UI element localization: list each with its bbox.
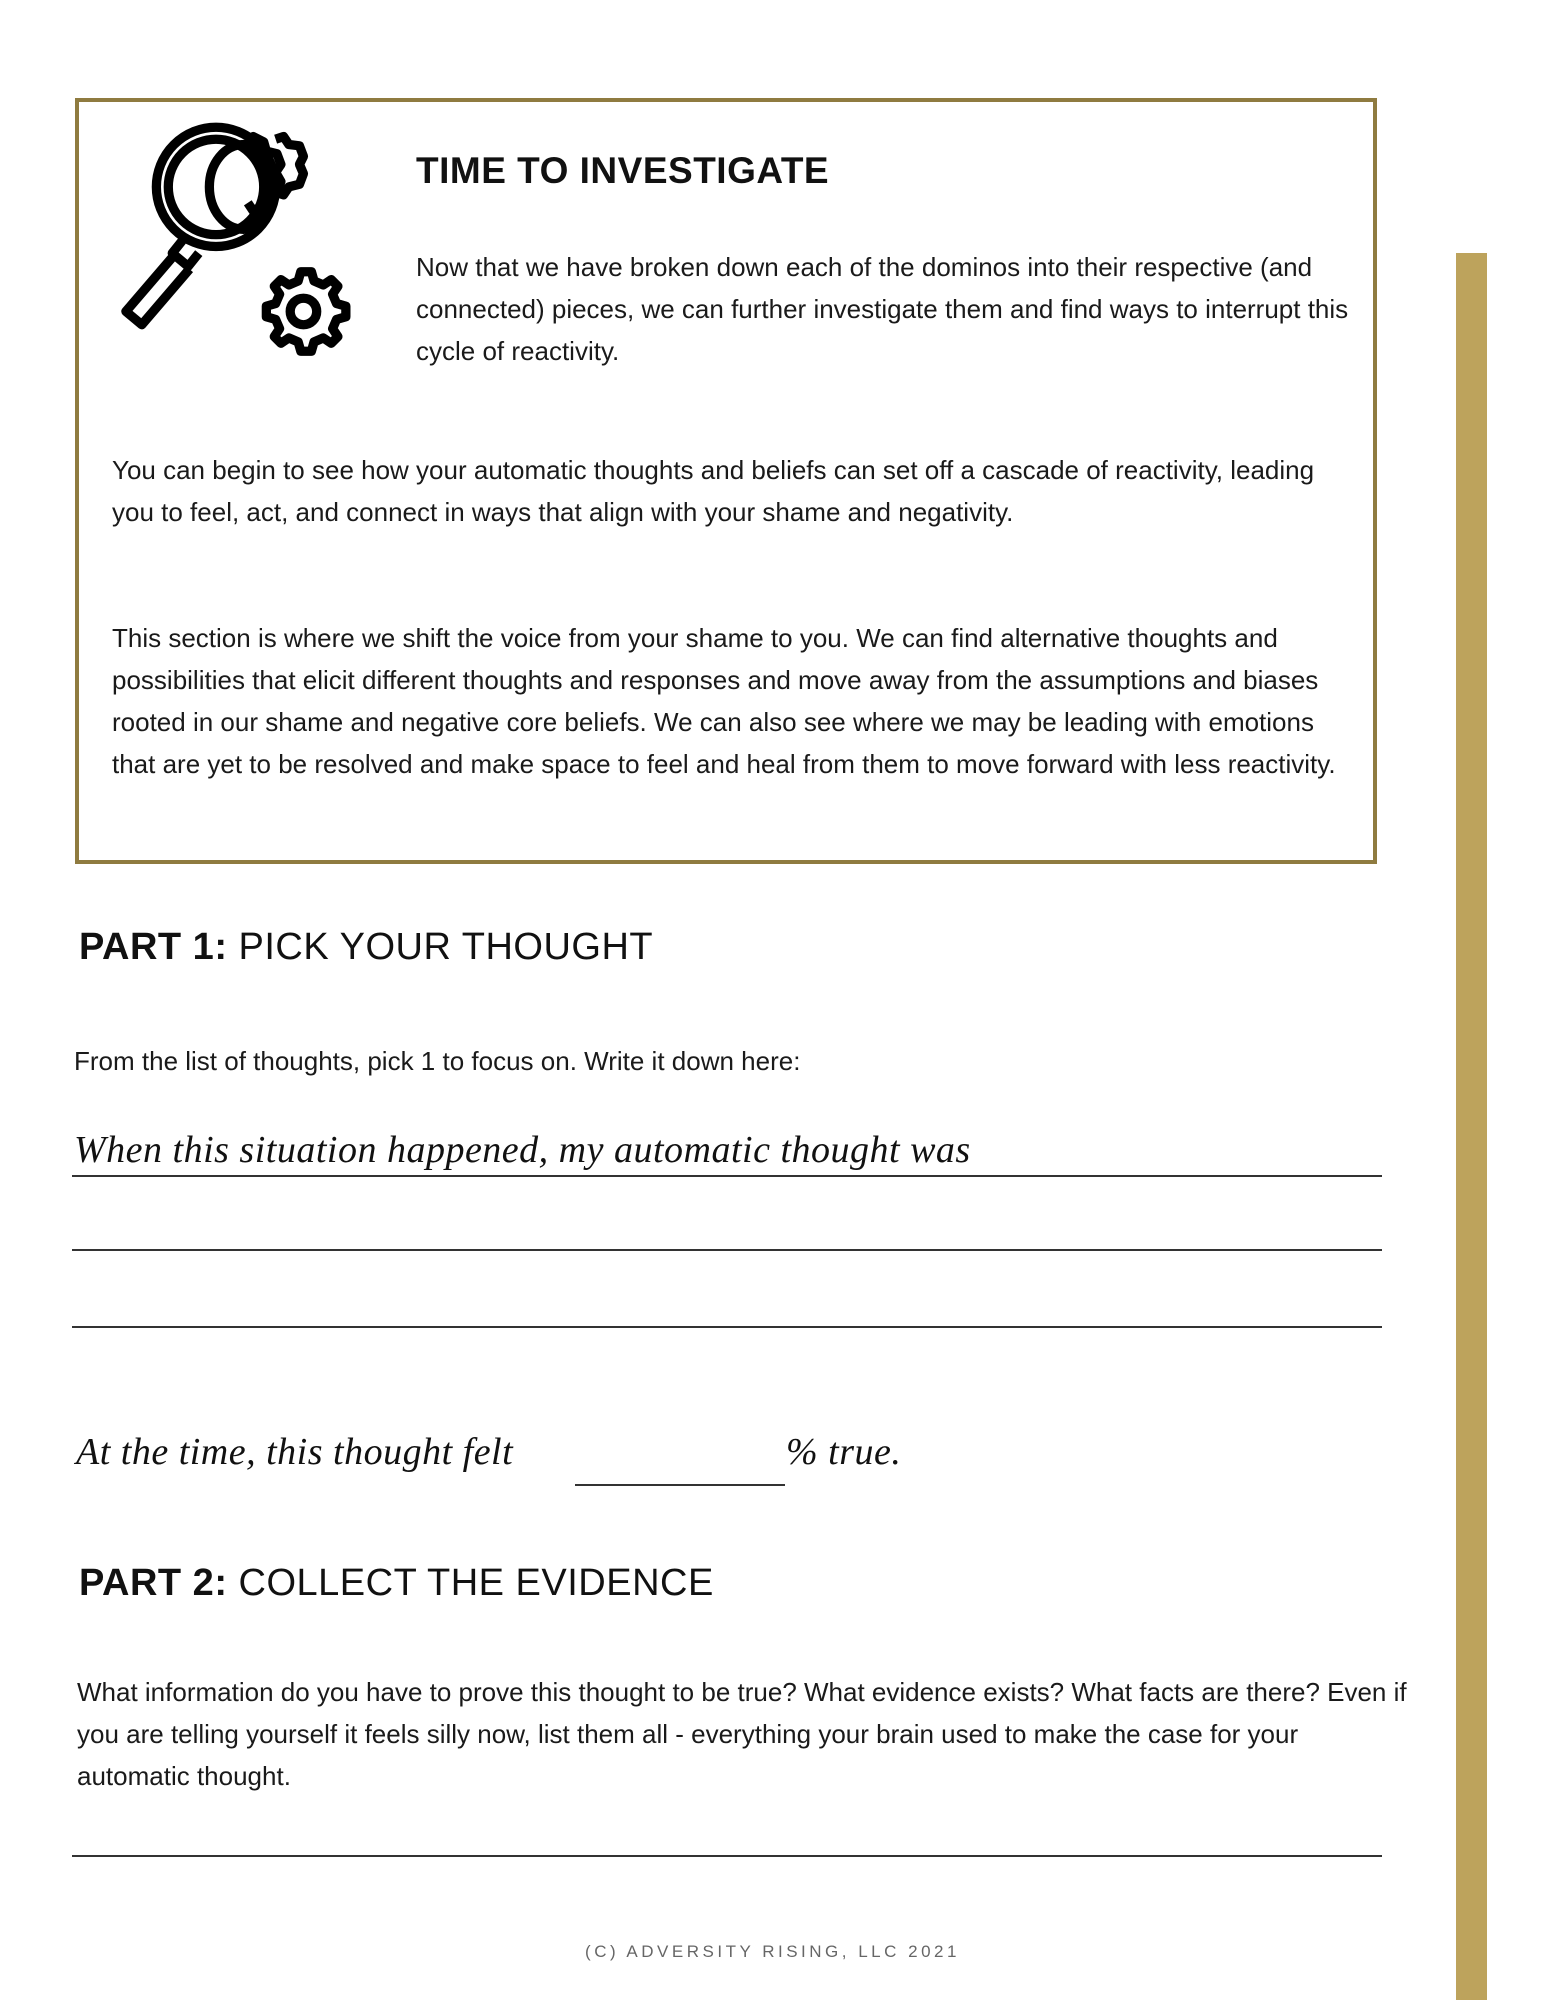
rating-percent-blank[interactable] <box>575 1484 785 1486</box>
footer-copyright: (C) ADVERSITY RISING, LLC 2021 <box>585 1942 960 1961</box>
thought-prompt: When this situation happened, my automatic thought was <box>74 1129 971 1171</box>
part1-instruction: From the list of thoughts, pick 1 to focus on. Write it down here: <box>74 1046 801 1076</box>
part1-title: PICK YOUR THOUGHT <box>238 926 654 968</box>
part2-label: PART 2: <box>79 1562 228 1604</box>
part1-heading <box>79 926 653 969</box>
intro-paragraph-2: You can begin to see how your automatic thoughts and beliefs can set off a cascade of reactivity, leading you to feel, act, and connect in ways that align with your shame and negativity. <box>112 455 1315 527</box>
intro-paragraph-1: Now that we have broken down each of the dominos into their respective (and connected) pieces, we can further investigate them and find ways to interrupt this cycle of reactivity. <box>416 252 1349 366</box>
intro-title: TIME TO INVESTIGATE <box>416 150 830 191</box>
part2-title: COLLECT THE EVIDENCE <box>238 1562 714 1604</box>
thought-line-2[interactable] <box>72 1249 1382 1251</box>
accent-bar <box>1456 253 1487 2000</box>
rating-suffix: % true. <box>786 1431 902 1473</box>
evidence-line-1[interactable] <box>72 1855 1382 1857</box>
part1-label: PART 1: <box>79 926 228 968</box>
thought-line-1[interactable] <box>72 1175 1382 1177</box>
intro-paragraph-3: This section is where we shift the voice from your shame to you. We can find alternative thoughts and possibilities that elicit different thoughts and responses and move away from the assumptions and biases rooted in our shame and negative core beliefs. We can also see where we may be leading with emotions that are yet to be resolved and make space to feel and heal from them to move forward with less reactivity. <box>112 623 1336 779</box>
part2-heading <box>79 1562 714 1605</box>
magnifier-gears-icon <box>110 118 375 383</box>
thought-line-3[interactable] <box>72 1326 1382 1328</box>
part2-instruction: What information do you have to prove this thought to be true? What evidence exists? What facts are there? Even if you are telling yourself it feels silly now, list them all - everything your brain used to make the case for your automatic thought. <box>77 1677 1407 1791</box>
rating-prefix: At the time, this thought felt <box>76 1431 514 1473</box>
